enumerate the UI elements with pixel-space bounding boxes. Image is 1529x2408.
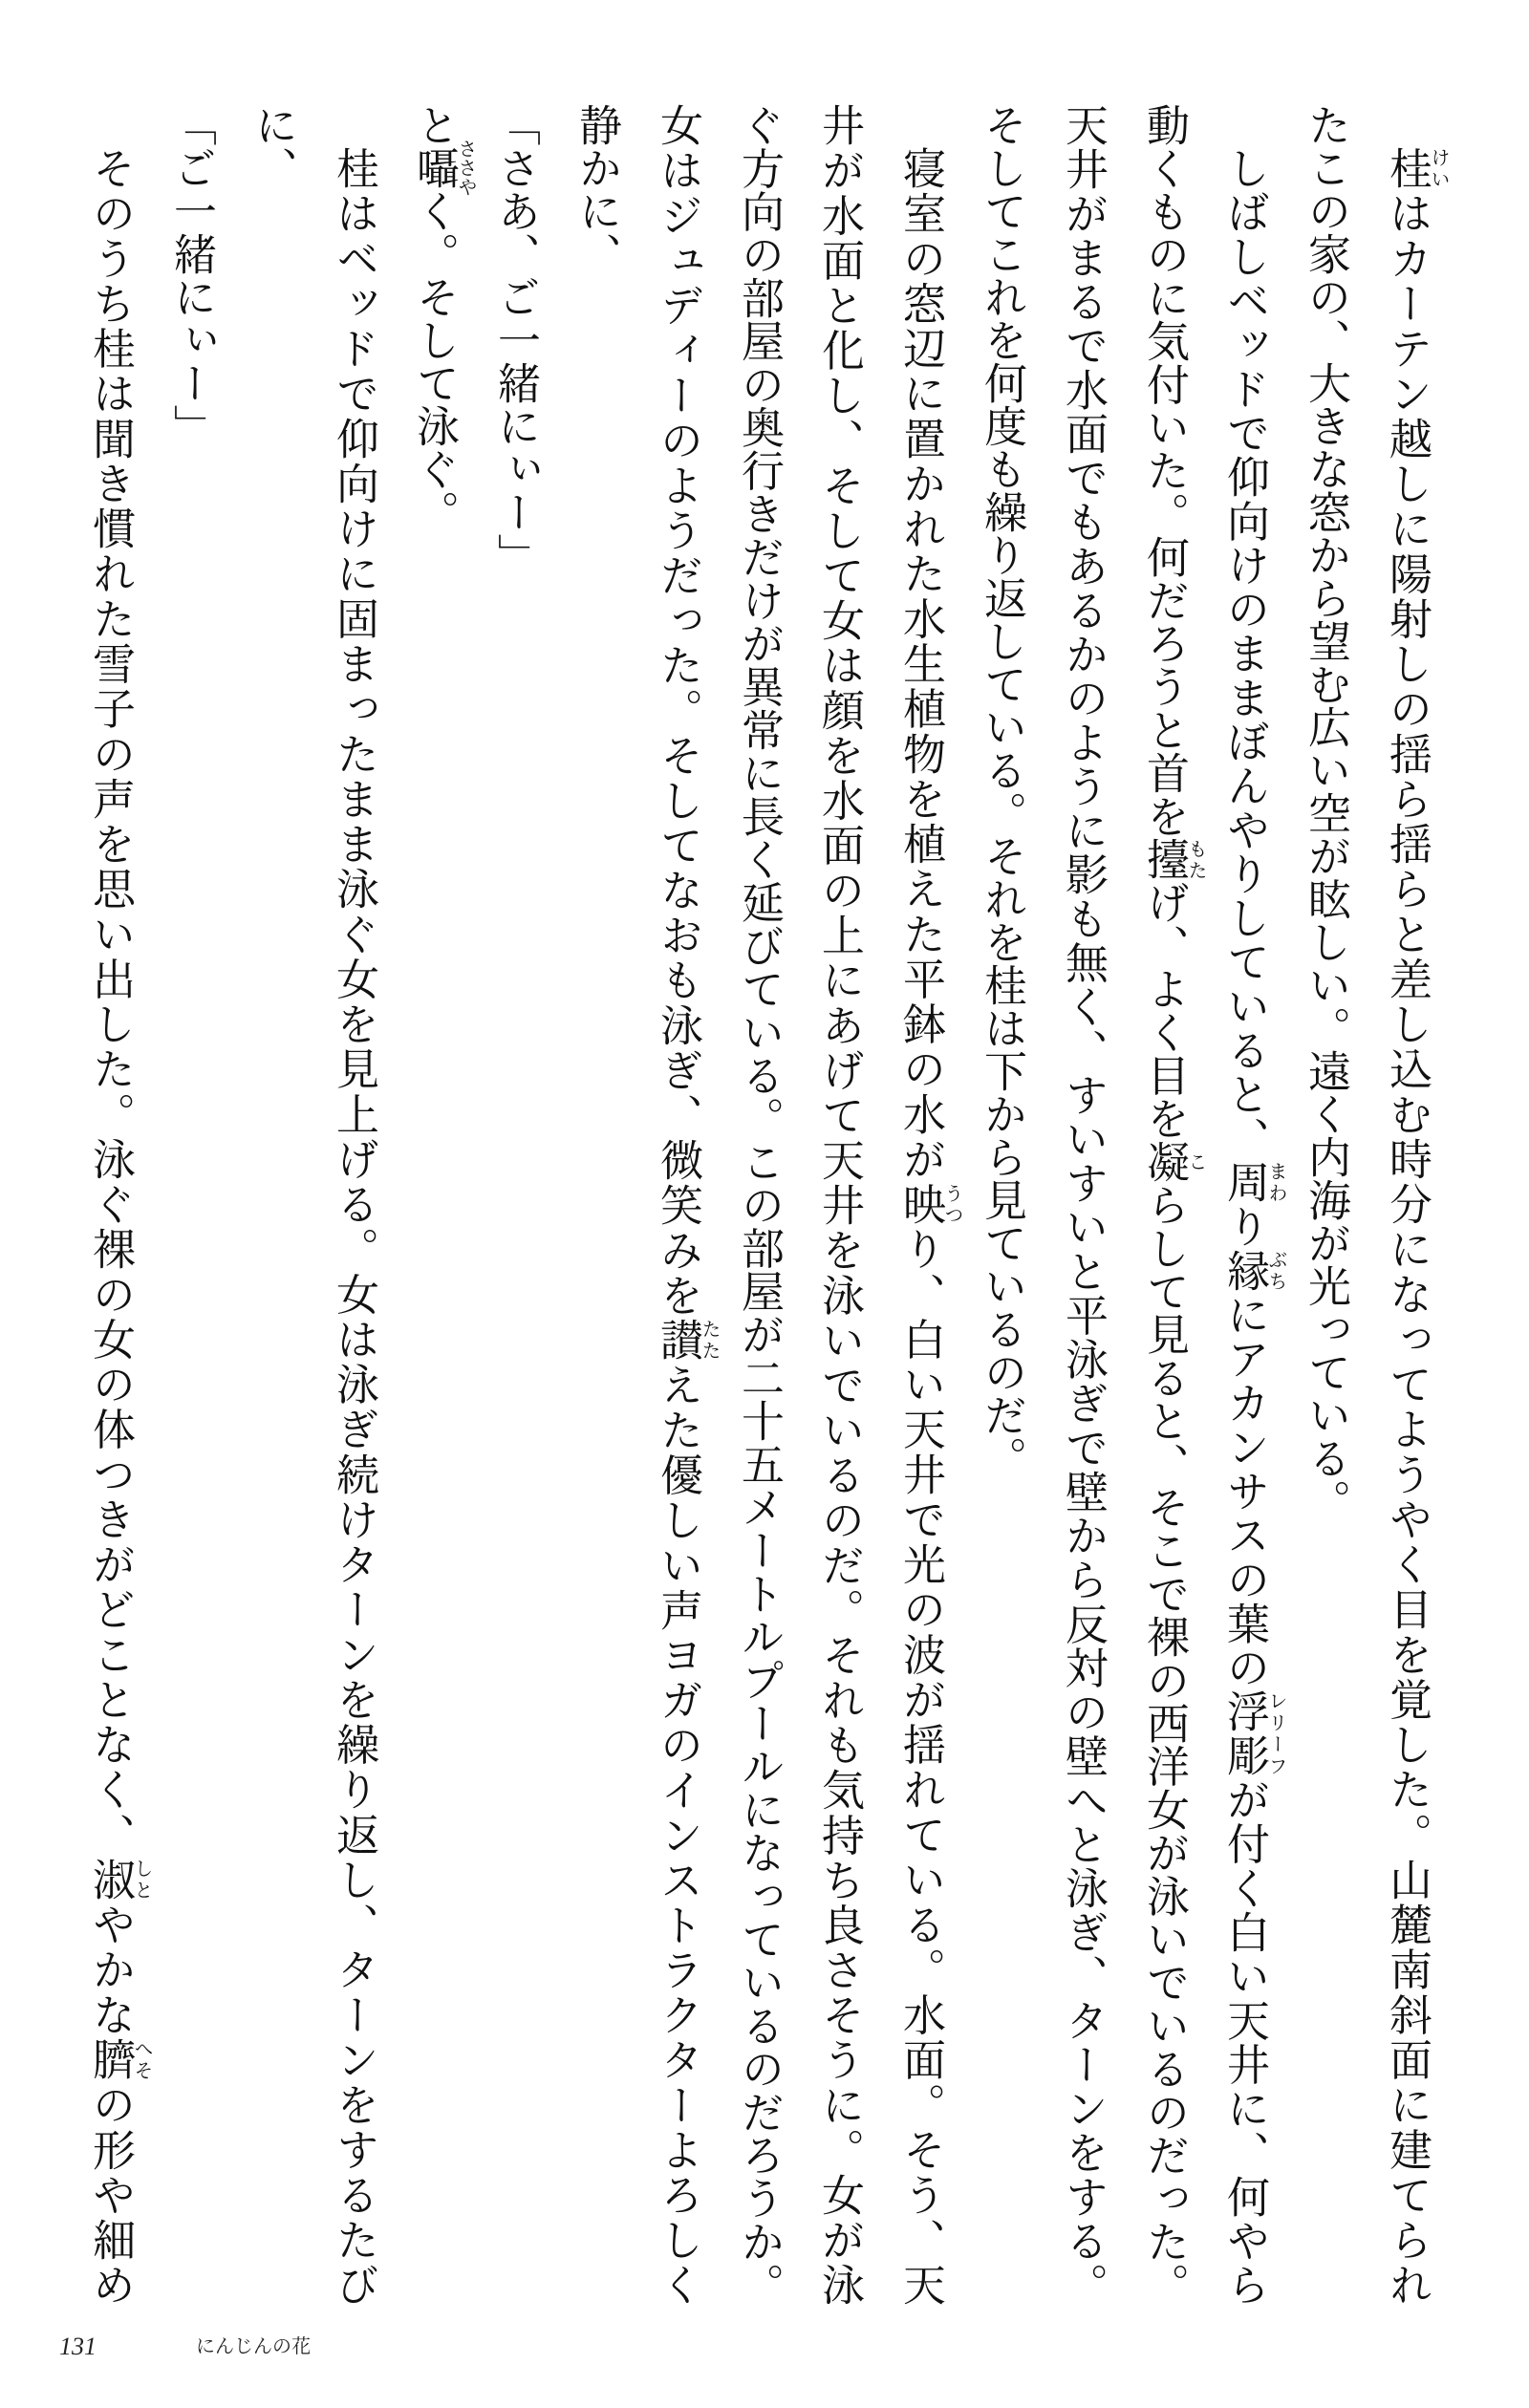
text-segment: 寝室の窓辺に置かれた水生植物を植えた平鉢の水が bbox=[896, 146, 944, 1182]
ruby-base: 浮彫 bbox=[1220, 1689, 1268, 1778]
ruby-base: 周 bbox=[1220, 1160, 1268, 1205]
text-segment: 井が水面と化し、そして女は顔を水面の上にあげて天井を泳いでいるのだ。それも気持ち良さそうに。女が泳 bbox=[815, 103, 863, 2306]
text-line bbox=[67, 103, 153, 2306]
ruby-base: 桂 bbox=[1383, 146, 1431, 192]
text-segment: そのうち桂は聞き慣れた雪子の声を思い出した。泳ぐ裸の女の体つきがどことなく、 bbox=[86, 146, 134, 1858]
text-segment: 動くものに気付いた。何だろうと首を bbox=[1140, 103, 1188, 838]
text-segment: はカーテン越しに陽射しの揺ら揺らと差し込む時分になってようやく目を覚した。山麓南斜面に建てられ bbox=[1383, 191, 1431, 2307]
ruby-base: 擡 bbox=[1140, 837, 1188, 881]
ruby-annotation bbox=[1220, 1160, 1286, 1205]
text-segment: 静かに、 bbox=[572, 103, 620, 275]
text-line bbox=[877, 103, 963, 2306]
ruby-base: 囁 bbox=[410, 139, 458, 197]
ruby-annotation bbox=[86, 2037, 152, 2083]
text-segment: 「さあ、ご一緒にぃー」 bbox=[491, 103, 539, 576]
ruby-annotation bbox=[410, 139, 476, 197]
text-line bbox=[958, 103, 1044, 2306]
ruby-annotation bbox=[654, 1318, 720, 1364]
text-line bbox=[1121, 103, 1207, 2306]
text-segment: く。そして泳ぐ。 bbox=[410, 189, 458, 533]
text-line bbox=[229, 103, 315, 2306]
text-line bbox=[716, 103, 802, 2306]
text-segment: り、白い天井で光の波が揺れている。水面。そう、天 bbox=[896, 1227, 944, 2307]
dialogue-line bbox=[472, 103, 558, 2306]
text-segment: そしてこれを何度も繰り返している。それを桂は下から見ているのだ。 bbox=[978, 103, 1025, 1479]
text-segment: に、 bbox=[248, 103, 296, 189]
ruby-reading: まわ bbox=[1265, 1160, 1286, 1204]
text-segment: らして見ると、そこで裸の西洋女が泳いでいるのだった。 bbox=[1140, 1183, 1188, 2307]
text-segment: り bbox=[1220, 1204, 1268, 1249]
text-segment: 「ご一緒にぃー」 bbox=[167, 103, 215, 447]
page-number: 131 bbox=[59, 2333, 97, 2360]
ruby-reading: こ bbox=[1185, 1139, 1206, 1183]
text-segment: 桂はベッドで仰向けに固まったまま泳ぐ女を見上げる。女は泳ぎ続けターンを繰り返し、ターンをするたび bbox=[330, 146, 377, 2307]
text-segment: と bbox=[410, 103, 458, 146]
text-line bbox=[635, 103, 721, 2306]
text-line bbox=[1201, 103, 1287, 2306]
ruby-reading: たた bbox=[699, 1318, 720, 1362]
text-line bbox=[1282, 103, 1368, 2306]
ruby-reading: もた bbox=[1185, 837, 1206, 881]
text-segment: えた優しい声ヨガのインストラクターよろしく bbox=[654, 1363, 701, 2307]
ruby-annotation bbox=[1140, 837, 1206, 881]
ruby-reading: うつ bbox=[941, 1181, 962, 1225]
text-segment: しばしベッドで仰向けのままぼんやりしていると、 bbox=[1220, 146, 1268, 1161]
page-footer bbox=[0, 2328, 1529, 2366]
ruby-reading: けい bbox=[1428, 146, 1449, 190]
ruby-annotation bbox=[1220, 1248, 1286, 1293]
ruby-base: 讃 bbox=[654, 1318, 701, 1364]
ruby-annotation bbox=[1220, 1689, 1286, 1778]
ruby-reading: ささや bbox=[455, 139, 476, 197]
text-line bbox=[391, 103, 477, 2306]
text-segment: ぐ方向の部屋の奥行きだけが異常に長く延びている。この部屋が二十五メートルプールになっているのだろうか。 bbox=[735, 103, 783, 2306]
text-line bbox=[796, 103, 882, 2306]
ruby-base: 凝 bbox=[1140, 1139, 1188, 1184]
text-line bbox=[1040, 103, 1126, 2306]
text-line bbox=[311, 103, 397, 2306]
text-segment: 女はジュディーのようだった。そしてなおも泳ぎ、微笑みを bbox=[654, 103, 701, 1319]
ruby-annotation bbox=[86, 1857, 152, 1903]
ruby-annotation bbox=[1383, 146, 1449, 192]
ruby-annotation bbox=[896, 1181, 962, 1228]
text-segment: が付く白い天井に、何やら bbox=[1220, 1777, 1268, 2307]
running-title: にんじんの花 bbox=[196, 2336, 311, 2357]
ruby-annotation bbox=[1140, 1139, 1206, 1184]
text-segment: たこの家の、大きな窓から望む広い空が眩しい。遠く内海が光っている。 bbox=[1302, 103, 1349, 1522]
ruby-base: 臍 bbox=[86, 2037, 134, 2083]
ruby-reading: へそ bbox=[131, 2037, 152, 2081]
dialogue-line bbox=[148, 103, 234, 2306]
ruby-base: 淑 bbox=[86, 1857, 134, 1903]
ruby-reading: ぶち bbox=[1265, 1248, 1286, 1292]
ruby-reading: レリーフ bbox=[1265, 1689, 1286, 1777]
text-segment: げ、よく目を bbox=[1140, 880, 1188, 1140]
ruby-base: 縁 bbox=[1220, 1248, 1268, 1293]
text-line bbox=[553, 103, 639, 2306]
ruby-reading: しと bbox=[131, 1857, 152, 1901]
text-line bbox=[1364, 103, 1450, 2306]
text-segment: 天井がまるで水面でもあるかのように影も無く、すいすいと平泳ぎで壁から反対の壁へと泳ぎ、ターンをする。 bbox=[1059, 103, 1107, 2306]
ruby-base: 映 bbox=[896, 1181, 944, 1228]
text-segment: やかな bbox=[86, 1903, 134, 2038]
text-segment: にアカンサスの葉の bbox=[1220, 1292, 1268, 1690]
text-segment: の形や細め bbox=[86, 2082, 134, 2307]
